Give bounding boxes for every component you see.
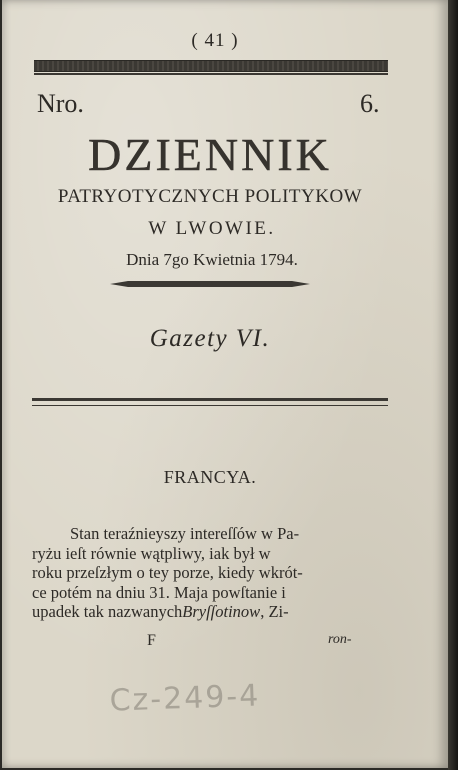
article-body	[32, 524, 390, 622]
catchword: ron-	[328, 632, 352, 647]
article-heading: FRANCYA.	[163, 467, 257, 487]
article-italic-name: Bryſſotinow	[182, 602, 261, 621]
article-line	[32, 544, 390, 564]
header-thick-rule	[34, 60, 388, 72]
masthead-title: DZIENNIK	[88, 129, 332, 180]
article-line-text: upadek tak nazwanych	[32, 602, 183, 621]
section-rule-thick	[32, 398, 388, 401]
masthead-subtitle: PATRYOTYCZNYCH POLITYKOW	[57, 186, 363, 207]
article-line-text: ryżu ieſt równie wątpliwy, iak był w	[32, 543, 271, 563]
header-thin-rule	[34, 73, 388, 75]
article-line-text: ce potém na dniu 31. Maja powſtanie i	[32, 582, 286, 602]
article-line	[32, 602, 390, 622]
library-call-number: Cz-249-4	[109, 678, 261, 719]
article-line	[32, 524, 390, 544]
article-line	[32, 563, 390, 583]
article-line	[32, 583, 390, 603]
book-edge-shadow	[448, 0, 458, 770]
section-title: Gazety VI.	[149, 325, 271, 352]
document-page	[2, 0, 448, 768]
page-number: ( 41 )	[191, 30, 239, 51]
article-line-text: roku przeſzłym o tey porze, kiedy wkrót-	[32, 563, 303, 582]
signature-mark: F	[147, 632, 156, 649]
article-line-text: Stan teraźnieyszy intereſſów w Pa-	[70, 524, 300, 543]
article-line-text: , Zi-	[260, 602, 289, 621]
masthead-location: W LWOWIE.	[148, 218, 276, 239]
ornamental-rule	[108, 276, 312, 292]
section-rule-thin	[32, 405, 388, 406]
issue-label: Nro.	[37, 89, 84, 118]
issue-number: 6.	[360, 89, 380, 118]
issue-date: Dnia 7go Kwietnia 1794.	[126, 250, 298, 269]
